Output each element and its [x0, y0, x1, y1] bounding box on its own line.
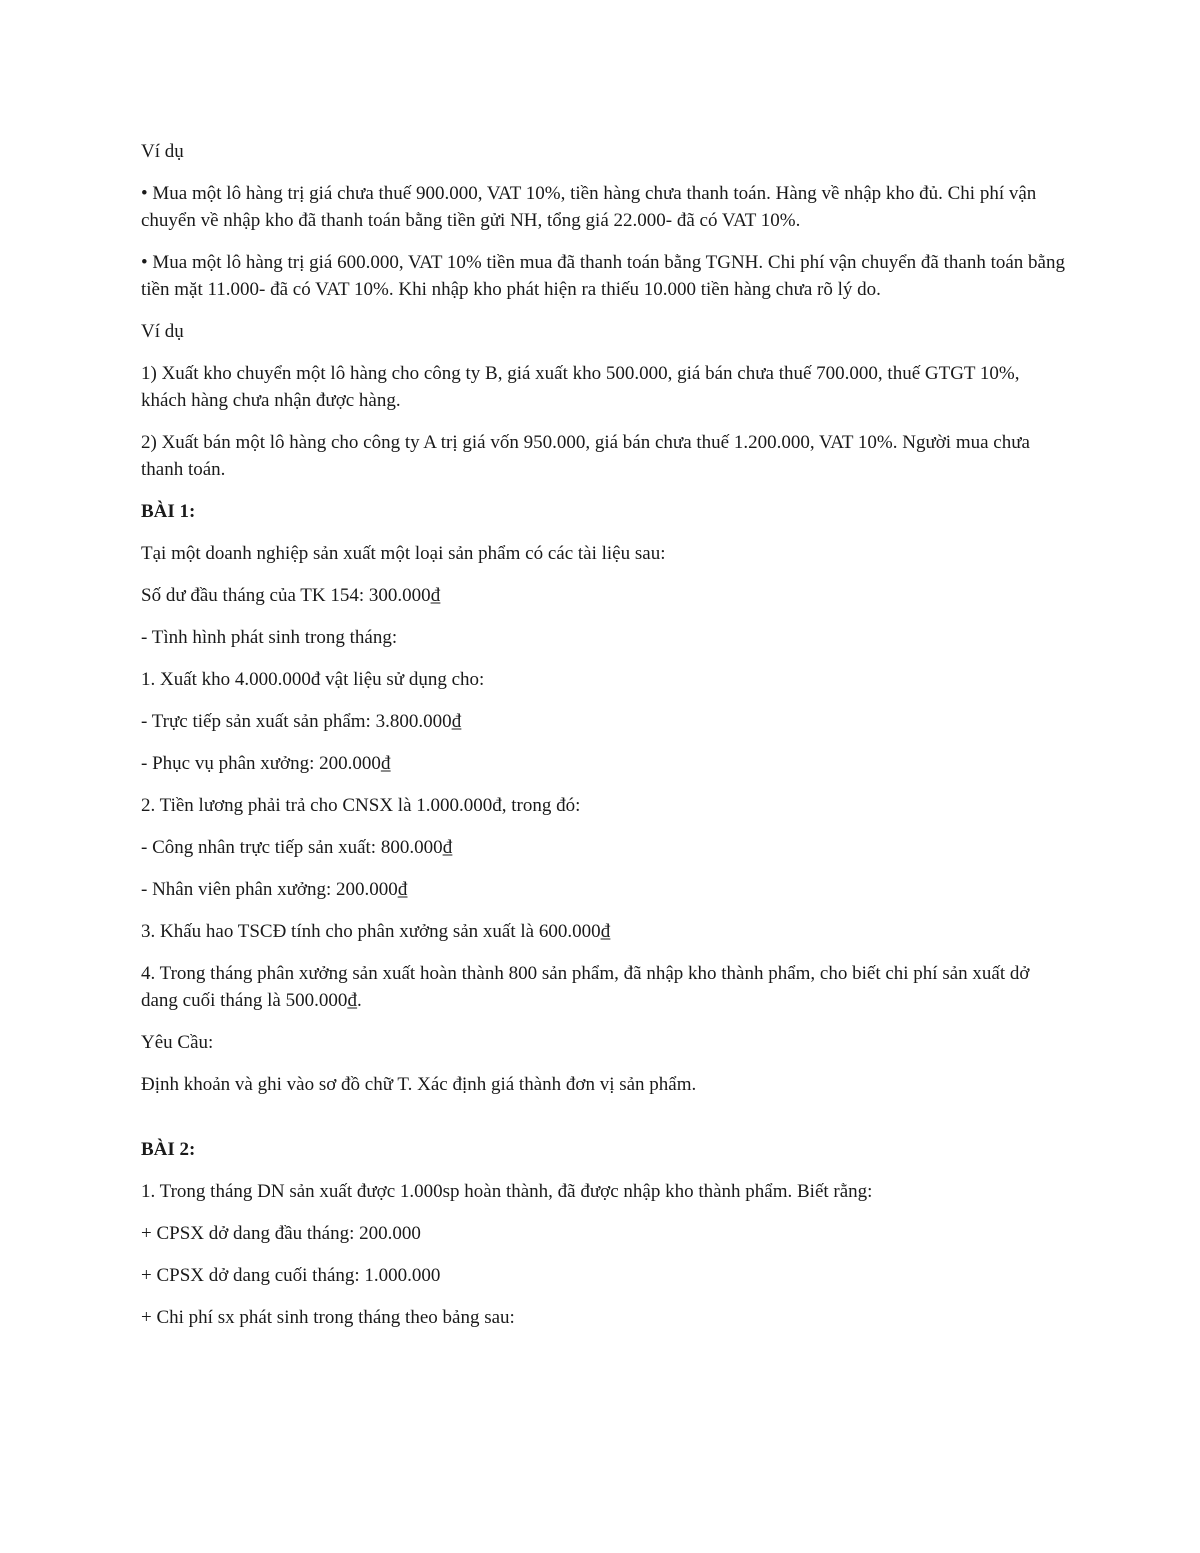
- bai-1-line: - Phục vụ phân xưởng: 200.000₫: [141, 753, 391, 774]
- bai-1-heading: BÀI 1:: [141, 501, 196, 522]
- bai-1-line: 4. Trong tháng phân xưởng sản xuất hoàn thành 800 sản phẩm, đã nhập kho thành phẩm, cho biết chi phí sản xuất dở dang cuối tháng là 500.000₫.: [141, 963, 1030, 1011]
- bai-1-requirement: Định khoản và ghi vào sơ đồ chữ T. Xác định giá thành đơn vị sản phẩm.: [141, 1074, 697, 1095]
- bai-1-line: 3. Khấu hao TSCĐ tính cho phân xưởng sản xuất là 600.000₫: [141, 921, 611, 942]
- bai-2-heading: BÀI 2:: [141, 1139, 196, 1160]
- bai-1-requirement-label: Yêu Cầu:: [141, 1032, 214, 1053]
- bai-2-line: + CPSX dở dang cuối tháng: 1.000.000: [141, 1265, 441, 1286]
- bai-2-line: + Chi phí sx phát sinh trong tháng theo bảng sau:: [141, 1307, 515, 1328]
- example-2-item-1: 1) Xuất kho chuyển một lô hàng cho công ty B, giá xuất kho 500.000, giá bán chưa thuế 700.000, thuế GTGT 10%, khách hàng chưa nhận được hàng.: [141, 363, 1020, 411]
- bai-1-line: Tại một doanh nghiệp sản xuất một loại sản phẩm có các tài liệu sau:: [141, 543, 666, 564]
- example-2-title: Ví dụ: [141, 321, 184, 342]
- bai-1-line: Số dư đầu tháng của TK 154: 300.000₫: [141, 585, 441, 606]
- document-page: [141, 138, 1066, 1346]
- bai-1-line: 1. Xuất kho 4.000.000đ vật liệu sử dụng cho:: [141, 669, 485, 690]
- bai-1-line: 2. Tiền lương phải trả cho CNSX là 1.000.000đ, trong đó:: [141, 795, 581, 816]
- bai-1-line: - Tình hình phát sinh trong tháng:: [141, 627, 398, 648]
- example-1-item-1: • Mua một lô hàng trị giá chưa thuế 900.000, VAT 10%, tiền hàng chưa thanh toán. Hàng về nhập kho đủ. Chi phí vận chuyển về nhập kho đã thanh toán bằng tiền gửi NH, tổng giá 22.000- đã có VAT 10%.: [141, 183, 1037, 231]
- bai-2-line: 1. Trong tháng DN sản xuất được 1.000sp hoàn thành, đã được nhập kho thành phẩm. Biết rằng:: [141, 1181, 873, 1202]
- example-1-title: Ví dụ: [141, 141, 184, 162]
- bai-1-line: - Nhân viên phân xưởng: 200.000₫: [141, 879, 408, 900]
- bai-1-line: - Công nhân trực tiếp sản xuất: 800.000₫: [141, 837, 453, 858]
- example-1-item-2: • Mua một lô hàng trị giá 600.000, VAT 10% tiền mua đã thanh toán bằng TGNH. Chi phí vận chuyển đã thanh toán bằng tiền mặt 11.000- đã có VAT 10%. Khi nhập kho phát hiện ra thiếu 10.000 tiền hàng chưa rõ lý do.: [141, 252, 1065, 300]
- bai-2-line: + CPSX dở dang đầu tháng: 200.000: [141, 1223, 421, 1244]
- bai-1-line: - Trực tiếp sản xuất sản phẩm: 3.800.000₫: [141, 711, 462, 732]
- example-2-item-2: 2) Xuất bán một lô hàng cho công ty A trị giá vốn 950.000, giá bán chưa thuế 1.200.000, VAT 10%. Người mua chưa thanh toán.: [141, 432, 1030, 480]
